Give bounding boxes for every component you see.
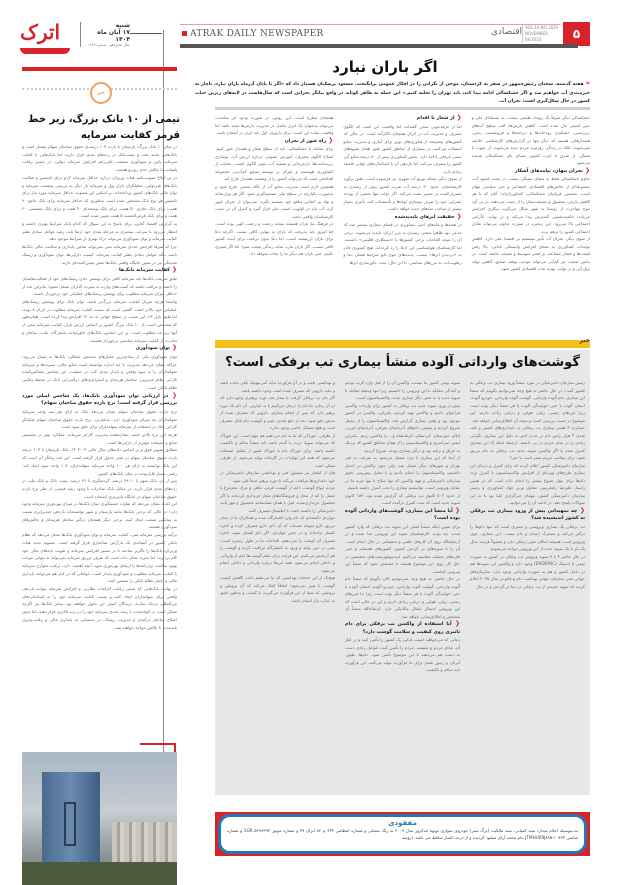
- ad-body: به‌دینوسیله اعلام میدارد سند کمپانی، سند مالکیت (برگ سبز) خودروی سواری تویوتا لندکروز مدل ۲۰۰۹ به رنگ مشکی و شماره انتظامی ۹۴۴ م ۸۲ ایران ۴۷ و شماره موتور ۵۶۹۹۳۹۴ 1GR و شماره شاسی ۱۰۷۹۴-JTMHU09J۸۹۵ بنام محمد آرای مفقود گردیده و از درجه اعتبار ساقط می باشد. ارومیه: [227, 828, 578, 840]
- paragraph: به گزارش اقتصاد آنلاین، برای پاسخ به این سوال که کدام بانک شرایط بهتری داشته و انتظار می‌رود با سرعت بیشتری به مرحله بعدی خود ارتقا یابد، رصد عوامل بنیادی نظیر کفایت سرمایه و توان سودآوری می‌تواند درک بهتری از شرایط موجود دهد.: [22, 221, 177, 242]
- paragraph: خسارت ۴ همتی بیماری تب برفکی به دامداری‌های کشور و تلف شدن ۴ هزار راس دام در مدت اخیر به دلیل این بیماری، نگرانی زیادی را در میان مردم در پی داشته، ازجمله اینکه آیا این بیماری کنترل شده یا اگر واکسن سویه جدید تب برفکی به دام تزریق شود، برای سلامت مردم مضر است یا خیر؟: [470, 425, 585, 460]
- paragraph: طبق تعریف، بانک‌ها باید سرمایه کافی برای پوشش دادن ریسک‌های خود از فعالیت‌هایشان را داشته و مراقب باشند که آسیب‌های وارده به سپرده گذاران منتقل نشود؛ بنابراین باید از حداقل میزان سرمایه مطلوب برای پوشش ریسک‌های عملیاتی خود برخوردار باشند.: [22, 275, 177, 297]
- paragraph: سازمان دامپزشکی کشور اعلام کرده که برای کنترل و درمان این بیماری طرح‌های ویژه‌ای از افزایش واکسیناسیون تا کنترل تردد دام‌ها برای مهار شیوع بیشتر را انجام داده است که در همین راستا، علیرضا رفیعی‌پور، معاون وزیر جهاد کشاورزی و رئیس سازمان دامپزشکی کشور، مهمان خبرگزاری ایلنا بود تا به این سوالات پاسخ دهد. در ادامه آن را می‌خوانید.: [470, 462, 585, 505]
- paragraph: همچنان مطرح است. این روش، در صورت وجود ابر مناسب، می‌تواند به‌عنوان یک ابزار مکمل در مدیریت بارش‌ها مفید باشد اما واقعیت ساده این است: برای باروری، اول باید ابری در آسمان باشد.: [215, 115, 334, 135]
- column-2: [343, 114, 461, 304]
- column-3: [215, 114, 333, 304]
- paragraph: مطابق تصویر فوق و بر اساس داده‌های سال مالی ۰۳-۱۴۰۲، بانک پارسیان با ۱۰۷ درصد بازده حقوق صاحبان سهام در صدر جدول قرار گرفته است. این عدد بیانگر آن است که این بانک توانسته به ازای هر ۱۰۰ واحد سرمایه سهامداران، ۱۰۷ واحد سود ایجاد کند؛ رقمی بسیار قابل‌توجه در میان بانک‌های کشور.: [22, 447, 177, 476]
- subheading: ❮ توان سودآوری: [22, 344, 177, 353]
- left-red-bar: [22, 67, 177, 71]
- paragraph: در نهایت بانک‌هایی که ضمن رعایت الزامات نظارتی و افزایش سرمایه بتوانند بازدهی واقعی برای سهامداران ایجاد کنند و نسبت کفایت سرمایه خود را به استانداردهای بین‌المللی نزدیک سازند، برندگان اصلی این تحول خواهند بود. سایر بانک‌ها نیز اگرچه ممکن است در کوتاه‌مدت با رشد عددی سرمایه خود را در رده بالاتری قرار دهند، اما بدون اصلاح ساختار درآمدی و مدیریت ریسک، در دستیابی به پایداری مالی و رقابت‌پذیری بلندمدت با چالش مواجه خواهند شد.: [22, 586, 177, 630]
- subheading: ❮ در ارزیابی توان سودآوری بانک‌ها، یک شاخص اصلی مورد بررسی قرار گرفته است؛ نرخ بازده حقوق صاحبان سهام؟: [22, 392, 177, 408]
- masthead-underbar: [180, 44, 578, 48]
- paragraph: نرخ بازده حقوق صاحبان سهام نشان می‌دهد بانک به ازای هر صد واحد سرمایه سهامداران چه میزان سودآوری دارد. به‌عبارتی، نرخ بازده حقوق صاحبان سهام نمایانگر کارایی بانک در استفاده از سرمایه سهامداران برای خلق سود است.: [22, 408, 177, 430]
- main-article-lead: [195, 79, 590, 107]
- subheading: ❮ بحران پنهان، پیامدهای آشکار: [472, 167, 590, 176]
- subheading: ❮ کفایت سرمایه بانک‌ها: [22, 266, 177, 275]
- weekday: شنبه: [115, 22, 130, 29]
- paragraph: از آنجا که این بیماری با تردد منتقل می‌شود به سرعت به قم، تهران و شهرهای دیگر منتقل شد، ولی چون واکسن در اختیار داشتیم، واکسیناسیون را انجام دادیم و با تحلیل پیش‌بینی دقیق سازمان دامپزشکی و تهیه واکسن که تنها سلاح یا تنها حربه ما در مقابل ویروس است، توانستیم بیماری را تحت کنترل داشته باشیم.: [345, 455, 460, 490]
- paragraph: در حال حاضر، به هیچ وجه نمی‌توانیم الان بگوییم که منشأ دام آلوده وارداتی، گوشت آلوده وارداتی، خودرو آلوده، انسان آلوده یا حتی خوابیدگی آلوده یا هر منشأ دیگر بوده است زیرا ما مرزهای زمینی، ریلی، هوایی و دریایی زیادی داریم و این در حالی است که این ویروس احتمال انتقال مکانیکی دارد. ان‌شاءالله منشأ آن مشخص و اطلاع‌رسانی خواهد شد.: [345, 576, 460, 619]
- paragraph: در فرهنگ ما، باران همیشه نشانه رحمت و رحمت الهی بوده است. اما امروز باید پذیرفت که باران به تنهایی کافی نیست. اگرچه دعا برای باران ارزشمند است، اما دعا بدون برنامه، برای آینده کشور کافی نیست. اگر باران نبارد، شاید زندگی سخت شود؛ اما اگر تغییری نکنیم، حتی باران هم دیگر ما را نجات نخواهد داد.: [215, 221, 334, 256]
- paragraph: در حال حاضر ۴ یا ۷ سویه ویروس تب برفکی در کشور به صورت بومی یا اندمیک (ENDEMIC) وجود دارد و واکسن این سویه‌ها هم در داخل کشور و هم به صورت وارداتی وجود دارد. سازمان‌های جهانی یعنی سازمان جهانی بهداشت دام و فائو در سال ۲۰۲۵ اعلام کردند که سویه جدیدی از تب برفکی در دنیا در گردش و در حال: [470, 553, 586, 589]
- paragraph: تب برفکی یک بیماری ویروسی و مسری است که تنها دام‌ها را درگیر می‌کند و مشترک انسان و دام نیست. این بیماری، چون ویروس است همیشه امکان تغییر ژنتیکی دارد و معمولاً هرچند سال یک بار با یک سویه جدید از این ویروس مواجه می‌شویم.: [470, 523, 585, 551]
- paragraph: در پی ابلاغ تصویب‌نامه هیات وزیران درباره حداقل سرمایه لازم برای تاسیس و فعالیت بانک‌های غیردولتی، تحلیلگران بازار پول و سرمایه بار دیگر به بررسی وضعیت سرمایه و توان مالی بانک‌های کشور پرداخته‌اند. بر اساس این مصوبه، حداقل سرمایه مورد نیاز برای تاسیس هر نوع بانک مشخص شده است به‌طوری که حداقل سرمایه برای بانک جامع ۹۰ همت، برای بانک تجاری ۵۰ همت، برای بانک توسعه‌ای ۴۰ همت و برای بانک تخصصی ۳۰ همت و برای بانک قرض‌الحسنه ۵ همت تعیین شده است.: [22, 174, 177, 219]
- column-3: [220, 379, 335, 789]
- paragraph: توان سودآوری یکی از بنیادی‌ترین معیارهای سنجش عملکرد بانک‌ها به شمار می‌رود؛ چراکه نشان می‌دهد مدیریت تا چه اندازه توانسته است منابع مالی، سپرده‌ها و سرمایه سهامداران را به سود واقعی و پایدار تبدیل کند. در حقیقت، این شاخص منعکس‌کننده کارایی نظام مدیریتی، ساختار هزینه‌ای و استراتژی‌های درآمدزایی بانک در محیط رقابتی نظام بانکی است.: [22, 353, 177, 390]
- paragraph: از طرفی، خوراکی که ما به دام می‌دهیم هم مهم است. این خوراک که می‌تواند سویا، ذرت یا گندم باشد باید منشأ سالم و باکیفیت داشته باشد. برای خوراک دام یا خوراک طیور از مکمل استفاده می‌شود که همه این تولیدات در کارخانه تولید می‌شود. از طرفی ممکن است: [220, 432, 335, 468]
- brand-square-icon: [182, 31, 187, 36]
- grey-article-columns: [220, 379, 585, 789]
- paragraph: برای تعیین اینکه منشأ اصلی این سویه تب برفکی که وارد کشور شده، چه بوده، کارشناسان نمونه این ویروس جدا شده و در آزمایشگاه روی آن کارهای علمی و تحقیقاتی در حال انجام است. آن را با سویه‌های در گردش کشور، کشورهای همسایه و حتی قاره‌های مختلف مقایسه می‌کنیم. اپیدمیولوژیست‌های متخصص در حال کار روی این موضوع هستند تا مشخص شود که منشأ این ویروس کجاست.: [345, 523, 460, 574]
- paragraph: و بهداشتی باشد و در آن فرآورده نباید آنتی‌بیوتیک باقی مانده باشد و نباید دارویی که مصرف شده است وجود داشته باشد.: [220, 380, 335, 393]
- volume-info: [522, 25, 559, 43]
- subheading: ❮ از شعار تا اقدام: [343, 114, 461, 123]
- main-article-columns: [215, 114, 590, 304]
- paragraph: از سوی دیگر، شبکه توزیع آب شهری نیز فرسوده است. طبق برآورد کارشناسان، حدود ۳۰ درصد آب شرب کشور پیش از رسیدن به مصرف‌کننده در مسیر نشت می‌کند. اگر دولت تنها بخشی از بودجه عمرانی خود را صرف نوسازی لوله‌ها و تأسیسات کند، تأثیری بسیار بیشتر از ساخت سدهای جدید خواهد داشت.: [343, 176, 462, 211]
- section-name: اقتصادی: [490, 27, 522, 37]
- paragraph: قبل از کشتار نیز مسئول فنی و بهداشتی سازمان دامپزشکی در خود دامداری‌ها مراقبت می‌کند تا دوره پرهیز حتماً طی شود.: [220, 470, 335, 483]
- news-badge: خبر: [90, 82, 112, 104]
- page-number: ۵: [563, 22, 590, 46]
- column-2: [345, 379, 460, 789]
- subheading: ❮ آیا استفاده از واکسن تب برفکی برای دام تاثیری روی کیفیت و سلامت گوشت دارد؟: [345, 620, 460, 636]
- column-1: [470, 379, 585, 789]
- ad-title: مفقودی: [388, 819, 417, 827]
- logo-swoosh: [20, 48, 70, 54]
- paragraph: رئیس سازمان دامپزشکی در مورد منشأ ورود بیماری تب برفکی به کشور گفت: در حال حاضر به هیچ وجه نمی‌توانیم بگوییم که منشأ این بیماری، دام آلوده وارداتی، گوشت آلوده وارداتی، خودرو آلوده، انسان آلوده یا حتی خوابیدگی آلوده یا هر منشأ دیگر بوده است زیرا مرزهای زمینی، ریلی، هوایی و دریایی زیادی داریم. این موضوع در دست بررسی است و نتیجه آن اطلاع‌رسانی خواهد شد.: [470, 380, 585, 423]
- paragraph: برآیند بررسی سرمایه ثبتی، کفایت سرمایه و توان سودآوری بانک‌ها نشان می‌دهد که نظام بانکی کشور در آستانه‌ی یک بازآرایی ساختاری قرار گرفته است. مصوبه جدید هیات وزیران، بانک‌ها را ناگزیر ساخته تا در مسیر افزایش سرمایه و تقویت پایه‌های مالی خود گام بردارند؛ اما تجربه نشان داده است که صرف تزریق سرمایه نمی‌تواند به تنهایی موجب بهبود سلامت ترازنامه‌ها یا ارتقای بهره‌وری شود. آنچه اهمیت دارد، ترکیب متوازن سرمایه با کفایت سرمایه مطلوب و سودآوری پایدار است؛ عواملی که در کنار هم می‌توانند پایداری مالی و اعتبار نظام بانکی را تضمین کنند.: [22, 532, 177, 584]
- subheading: ❮ راه عبور از بحران: [215, 137, 333, 146]
- masthead-rule: [180, 24, 560, 25]
- paragraph: تداوم خشکسالی فقط به معنای تشنگی نیست. در پشت کمبود آب، مجموعه‌ای از چالش‌های اقتصادی، اجتماعی و حتی سیاسی پنهان است. نخستین قربانیان خشکسالی، کشاورزان‌اند؛ آنان که با هر کاهش بارش، محصول و معیشت‌شان را از دست می‌دهند. در پی آن، موج مهاجرت از روستا به شهر شکل می‌گیرد، بیکاری افزایش می‌یابد، حاشیه‌نشینی گسترش پیدا می‌کند و در نهایت ناآرامی اجتماعی بالا می‌رود. این زنجیره در صورت تداوم، می‌تواند تعادل اجتماعی کشور را برهم بزند.: [471, 176, 590, 234]
- subheading: ❮ آیا منشأ این بیماری، گوشت‌های وارداتی آلوده بوده است؟: [345, 507, 460, 523]
- lead-text: هفته گذشته، سخنان رئیس‌جمهور در سفر به کردستان، موجی از نگرانی را در افکار عمومی برانگیخت. مسعود پزشکیان هشدار داد که «اگر تا پایان آذرماه باران نبارد، ناچار به جیره‌بندی آب خواهیم شد و اگر خشکسالی ادامه پیدا کند، باید تهران را تخلیه کنیم.» این جمله به ظاهر کوتاه، در واقع بیانگر بحرانی است که سال‌هاست در لایه‌های زیرین حیات کشور در حال شکل‌گیری است: بحران آب.: [195, 82, 590, 104]
- masthead: [180, 22, 590, 44]
- photo-trees: [22, 862, 177, 885]
- paragraph: زمانی که می‌خواهید امنیت غذایی یک کشور را تأمین کنید و در کنار آن، غذای مردم و معیشت مردم را تأمین کنید، عوامل زیادی دست به دست هم می‌دهند تا این موضوع تأمین شود. دام‌ها، طیور، آبزیان و زنبور عسل برای ما فرآورده تولید می‌کنند. این فرآورده باید سالم و باکیفیت: [345, 637, 460, 672]
- paragraph: هیچ‌یک از این خدمات بهداشتی که ما می‌دهیم باعث کاهش کیفیت گوشت یا شیر نمی‌شود؛ اتفاقاً کمک می‌کند که آن پروتئین و پروتئینی که شما از این فرآورده می‌گیرید، با کیفیت و به‌طور دقیق به اندازه نیاز انسان باشد.: [220, 575, 335, 603]
- paragraph: همچنین لازم است مدیریت منابع آب از نگاه بخشی خارج شود و به‌صورت یکپارچه در سطح ملی تصمیم‌گیری شود. اگر هر وزارتخانه و نهاد بر اساس منافع خود تصمیم بگیرد، نمی‌توان از بحران عبور کرد. آب باید در اولویت امنیت ملی قرار گیرد و کنترل آن در دست کارشناسان واقعی باشد.: [215, 183, 334, 219]
- subheading: ❮ چه تمهیداتی پیش از ورود بیماری تب برفکی به کشور اندیشیده شد؟: [470, 507, 585, 523]
- news-strip: [215, 340, 590, 348]
- paragraph: پس از آن، بانک شهر با ۶۹.۱۰ درصد، گردشگری با ۷۱ درصد، پست بانک و بانک ملت در رده‌های بعدی قرار دارند. در مقابل بانک صادرات با وجود رشد قیمتی، از نظر نرخ بازده حقوق صاحبان سهام در جایگاه پایین‌تری ایستاده است.: [22, 478, 178, 499]
- left-article-body: [22, 143, 177, 631]
- date-rule: [130, 33, 162, 34]
- subheading: ❮ حقیقت ابرهای ناپدیدشده: [343, 213, 461, 222]
- bank-building-photo: [22, 752, 177, 885]
- date-en: NOVEMBER 08.2025: [525, 31, 548, 42]
- paragraph: اما از مرفه‌جویی سخن گفته‌اند، اما واقعیت این است که الگوی مصرف و مدیریت آب در ایران همچنان ناکارآمد است. در حالی که کشورهای پیشرفته از فناوری‌های نوین برای آبیاری و مدیریت منابع استفاده می‌کنند، در بسیاری از مناطق کشور هنوز همان شیوه‌های سنتی غرقابی ادامه دارد. بخش کشاورزی بیش از ۸۰ درصد منابع آبی کشور را مصرف می‌کند، اما بازدهی آن با استانداردهای جهانی فاصله زیادی دارد.: [343, 123, 462, 174]
- paragraph: پیش از ورود سویه جدید تب برفکی به کشور برای واردات واکسن فراخوان دادیم و واکسن تهیه کردیم، بنابراین، واکسن در کشور موجود بود و وقتی بیماری گزارش شد، واکسیناسیون را از زمتیل شروع کردیم و سپس، دام‌های آذربایجان شرقی، آذربایجان غربی، ایلام، خوزستان، کردستان، کرمانشاه و... را واکسن زدیم. بنابراین ایمنی سراسری و واکسیناسیون را از همان مناطق کشور که نزدیک به عراق و ترکیه بود و درگیر بیماری بودند، شروع کردیم.: [344, 402, 460, 453]
- paragraph: هرچه این نرخ بالاتر باشد، نشان‌دهنده مدیریت کاراتر سرمایه، عملکرد بهتر در تخصیص منابع و استفاده مؤثرتر از دارایی‌ها است.: [22, 432, 177, 445]
- paragraph: واضحا هرچه میزان کفایت سرمایه بزرگ‌تر باشد، توان بانک برای پوشش ریسک‌های عملیاتی خود بالاتر است. گفتنی است که نسبت کفایت سرمایه مطلوب در ایران ۸ بوده، اما طبق بازل ۱۳، این نسبت در سطح جهانی به حد ۱۲ افزایش پیدا کرده است. همان‌طور که مشخص است، از ۱۰ بانک بزرگ کشور بر اساس ارزش بازار، کفایت سرمایه نیمی از آنها زیر حد مطلوب است. بر این اساس، بانک‌های خاورمیانه، پاسارگاد، ملت، سامان و تجارت، از کفایت سرمایه مناسبی برخوردار هستند.: [22, 299, 178, 343]
- paragraph: از حدود ۵۰۲ کانون تب برفکی که گزارش شده بود، ۱۸۹ کانون سویه جدید است که تحت کنترل درآمده است.: [345, 492, 460, 505]
- volume: VOL.16,NO.1629: [525, 25, 559, 30]
- paragraph: از سوی دیگر، بحران آب تأثیر مستقیم بر اقتصاد ملی دارد. کاهش تولیدات کشاورزی به معنای افزایش وابستگی غذایی، بالا رفتن قیمت‌ها و فشار مضاعف بر قشر متوسط و ضعیف جامعه است. در بخش صنعت نیز کم‌آبی می‌تواند موجب توقف صنایع، کاهش تولید برق آبی و در نهایت تهدید ثبات اقتصادی کشور شود.: [471, 236, 590, 271]
- paragraph: اگر دام تب برفکی گرفت یا بیمار شد دوره پرهیزی وجود دارد که در آن زمان، ما دام را درمان می‌کنیم یا به عبارتی، آن دام یک دوره پرهیز دارد که پس از اتمام بیماری، دارویی که مصرف شده از بدنش دفع شود، بعد از دفع شدن، شیر و گوشت دام قابل مصرف است و هیچ مشکل خاصی وجود ندارد.: [220, 395, 335, 430]
- brand-label: ATRAK DAILY NEWSPAPER: [190, 29, 324, 39]
- paragraph: مواردی داشته‌ایم که دام وارد کشتارگاه شده و همکاران ما از محل تزریق دارو متوجه شده‌اند که آن دام، دارو مصرف کرده و اجازه کشتار نداده‌اند و در چنین مواردی، اگر دام کشتار شود، اجازه مصرف آن گوشت را نمی‌دهیم. اقدامات ما در طول زنجیره است؛ یعنی در حین تولید و ورود به کشتارگاه مراقبت کرده و گوشت را هم آزمایش می‌کنیم. این فرایند برای تمام گوشت‌ها اعم از وارداتی و داخلی انجام می‌شود. همه این‌ها درباره وارداتی و داخلی انجام می‌شود.: [220, 515, 335, 573]
- lead-rule: [215, 107, 590, 110]
- date-block: [80, 22, 130, 47]
- paragraph: سویه بومی کشور ما نیست، واکسن آن را از قبل وارد کرده بودیم و آمادگی مقابله با این ویروس را داشتیم زیرا تنها وسیله مقابله با سویه جدید یا به تعبیر دیگر بیماری جدید، واکسیناسیون است.: [345, 380, 460, 400]
- newspaper-logo: اترک: [20, 20, 61, 44]
- grey-article-title: گوشت‌های وارداتی آلوده منشأ بیماری تب برفکی است؟: [225, 355, 580, 370]
- left-article-title: نیمی از ۱۰ بانک بزرگ، زیر خط قرمز کفایت سرمایه: [28, 114, 180, 141]
- paragraph: برای مقابله با خشکسالی، باید از سطح شعار و هشدار عبور کنیم. اصلاح الگوی مصرف، آموزش عمومی درباره ارزش آب، نوسازی زیرساخت‌ها، بازچرخانی و تصفیه آب، تغییر الگوی کشت، حمایت از کشاورزی هوشمند و تمرکز بر توسعه صنایع کم‌آب‌بر، مجموعه اقداماتی است که می‌تواند کشور را از وضعیت هشدار خارج کند.: [215, 146, 334, 181]
- date-fa: ۱۷ آبان ماه ۱۴۰۴: [97, 29, 130, 43]
- issue-info: سال شانزدهم - شماره ۱۶۲۹: [88, 43, 130, 47]
- main-article-title: اگر باران نبارد: [332, 58, 438, 76]
- paragraph: این اعداد نشان می‌دهد که تفاوت چشمگیری میان بانک‌ها در میزان بهره‌وری سرمایه وجود دارد؛ در حالی که برخی بانک‌ها مانند پارسیان و شهر توانسته‌اند بازدهی چندبرابری نسبت به میانگین صنعت ایجاد کنند، برخی دیگر همچنان درگیر ساختار هزینه‌ای و چالش‌های سودآوری هستند.: [22, 501, 177, 530]
- lost-document-notice: [218, 814, 587, 854]
- paragraph: چرا که صرفا افزایش عددی سرمایه ثبتی نمی‌تواند ضامن پایداری و سلامت مالی بانک‌ها باشد، بلکه عوامل بنیادی نظیر کفایت سرمایه، کیفیت دارایی‌ها، توان سودآوری و ریسک نقدینگی نیز در تعیین جایگاه واقعی بانک‌ها نقش تعیین‌کننده‌ای دارند.: [22, 244, 177, 265]
- paragraph: در هفته‌ها و ماه‌های اخیر، تصاویری در فضای مجازی منتشر شد که مدعی بود ظاهرا بمعنی رسیدن به مرز ایران، ناپدید می‌شوند. برخی آن را نتیجه اقدامات برخی کشورها یا «دستکاری اقلیمی» دانستند. اما کارشناسان هواشناسی این ادعا را رد کرده‌اند. هیچ کشوری قادر به «دزدیدن ابرها» نیست. پدیده‌های جوی تابع شرایط فشار، دما و رطوبت‌اند، نه مرزهای سیاسی. با این حال، بحث خاورسازی ابرها: [343, 222, 462, 265]
- paragraph: مردم انواع گوشت، اعم از گوشت قرمز، ماهی و مرغ، تخم‌مرغ یا عسل را که از محل و فروشگاه‌های مجاز خریداری کرده‌اند یا اگر محصول خریداری‌شده، لیبل یا همان شناسنامه محصول و مهر تأیید دامپزشکی را داشته باشد، با اطمینان مصرف کنند.: [220, 485, 335, 513]
- paragraph: خشکسالی دیگر صرفاً یک رویداد طبیعی نیست، به مسئله‌ای ملی و حتی امنیتی بدل شده است. کاهش بارش‌ها، افت سطح آب‌های زیرزمینی، خشکیدن رودخانه‌ها و دریاچه‌ها و فرونشست زمین، هشدارهایی هستند که دیگر تنها در گزارش‌های کارشناسی خلاصه نمی‌شوند، بلکه در زندگی روزمره مردم دیده می‌شوند. از جنوب تا شمال، از شرق تا غرب کشور، صدای پای خشکسالی شنیده می‌شود.: [471, 115, 590, 165]
- double-chevron-icon: «: [585, 79, 590, 87]
- paragraph: در میان ۱۰ بانک بزرگ، پارسیان با بازده ۱۰۷ درصدی حقوق صاحبان سهام پیشتاز است و بانک‌هایی مانند ملت و پست‌بانک در رده‌های بعدی قرار دارند، اما بانک‌هایی با کفایت سرمایه پایین و سودآوری ضعیف، علی‌رغم افزایش سرمایه دولتی، در مسیر رقابت پلیمانت با چالش جدی روبرو هستند.: [22, 144, 177, 173]
- news-strip-label: خبر: [579, 337, 590, 344]
- brand-name: [182, 29, 324, 39]
- column-1: [472, 114, 590, 304]
